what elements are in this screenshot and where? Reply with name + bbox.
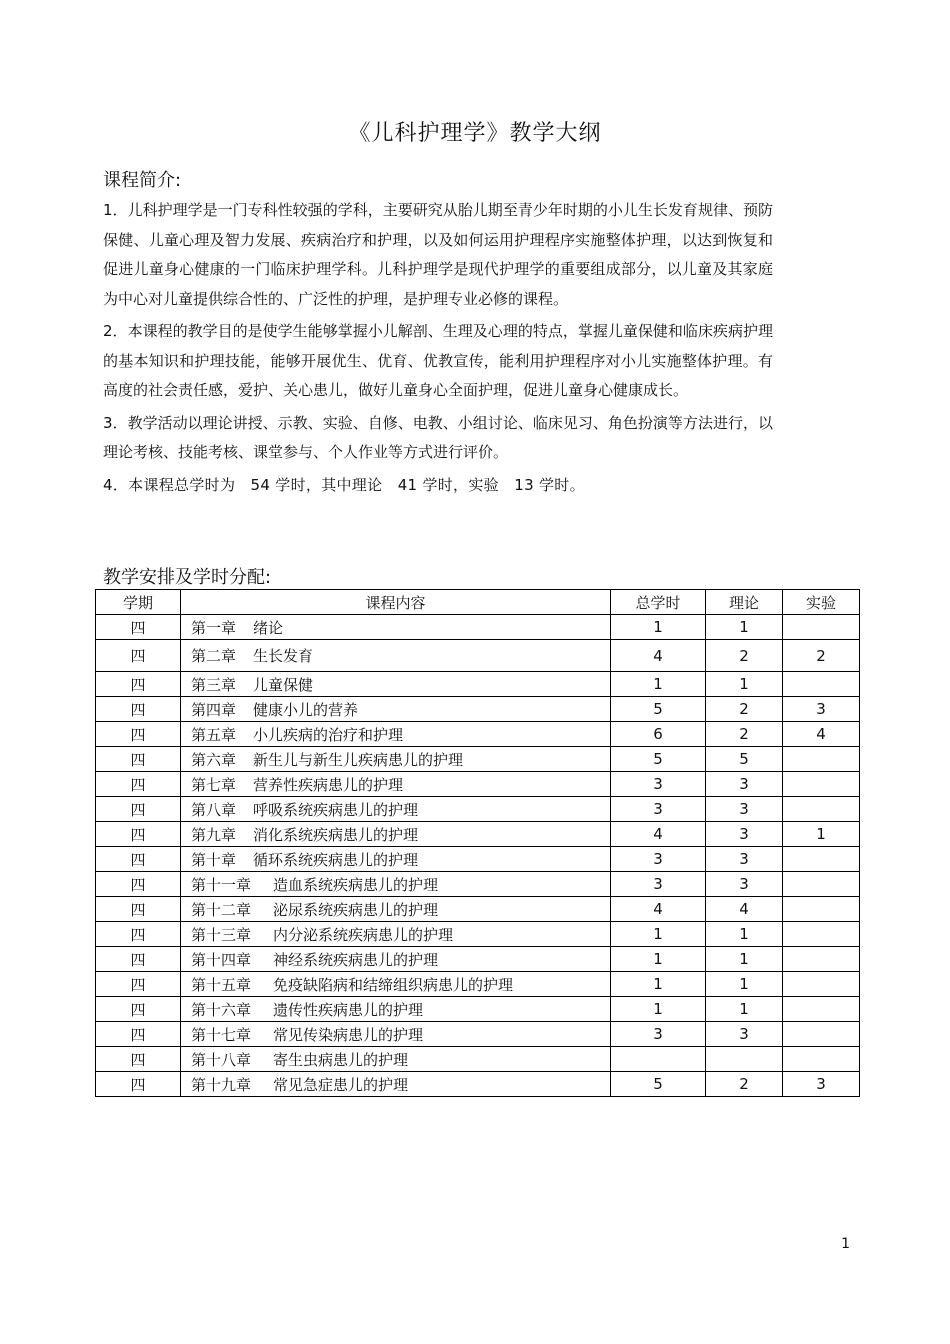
table-row — [96, 1022, 860, 1047]
chapter-topic: 常见急症患儿的护理 — [273, 1075, 409, 1094]
total-hours-cell: 3 — [611, 872, 706, 897]
content-cell — [181, 797, 611, 822]
theory-hours-cell: 2 — [706, 722, 783, 747]
lab-hours-cell — [783, 947, 860, 972]
content-cell — [181, 640, 611, 672]
table-row — [96, 872, 860, 897]
total-hours-cell: 1 — [611, 947, 706, 972]
chapter-number: 第十九章 — [191, 1075, 252, 1094]
term-cell: 四 — [96, 972, 181, 997]
content-cell — [181, 615, 611, 640]
lab-hours-cell — [783, 922, 860, 947]
chapter-number: 第五章 — [191, 725, 237, 744]
chapter-topic: 生长发育 — [253, 647, 314, 665]
term-cell: 四 — [96, 797, 181, 822]
content-cell — [181, 872, 611, 897]
table-row — [96, 1072, 860, 1097]
lab-hours-cell — [783, 797, 860, 822]
content-cell — [181, 947, 611, 972]
content-cell — [181, 1022, 611, 1047]
theory-hours-cell: 1 — [706, 615, 783, 640]
chapter-topic: 新生儿与新生儿疾病患儿的护理 — [253, 750, 464, 769]
chapter-number: 第二章 — [191, 647, 237, 665]
table-row — [96, 822, 860, 847]
term-cell: 四 — [96, 822, 181, 847]
term-cell: 四 — [96, 640, 181, 672]
term-cell: 四 — [96, 922, 181, 947]
chapter-number: 第四章 — [191, 700, 237, 719]
content-cell — [181, 897, 611, 922]
col-header-lab: 实验 — [783, 590, 860, 615]
table-row — [96, 772, 860, 797]
term-cell: 四 — [96, 1022, 181, 1047]
content-cell — [181, 997, 611, 1022]
chapter-topic: 消化系统疾病患儿的护理 — [253, 825, 419, 844]
chapter-topic: 呼吸系统疾病患儿的护理 — [253, 800, 419, 819]
theory-hours-cell: 1 — [706, 972, 783, 997]
content-cell — [181, 847, 611, 872]
term-cell: 四 — [96, 997, 181, 1022]
theory-hours-cell: 2 — [706, 697, 783, 722]
term-cell: 四 — [96, 897, 181, 922]
intro-heading: 课程简介: — [103, 170, 182, 191]
chapter-topic: 造血系统疾病患儿的护理 — [273, 875, 439, 894]
chapter-number: 第十二章 — [191, 900, 252, 919]
chapter-topic: 寄生虫病患儿的护理 — [273, 1050, 409, 1069]
chapter-topic: 营养性疾病患儿的护理 — [253, 775, 404, 794]
table-row — [96, 747, 860, 772]
chapter-number: 第十五章 — [191, 975, 252, 994]
lab-hours-cell — [783, 672, 860, 697]
total-hours-cell: 4 — [611, 822, 706, 847]
lab-hours-cell — [783, 772, 860, 797]
intro-paragraph-2: 2．本课程的教学目的是使学生能够掌握小儿解剖、生理及心理的特点，掌握儿童保健和临床疾病护理的基本知识和护理技能，能够开展优生、优育、优教宣传，能利用护理程序对小儿实施整体护理。有高度的社会责任感，爱护、关心患儿，做好儿童身心全面护理，促进儿童身心健康成长。 — [103, 322, 773, 399]
theory-hours-cell: 3 — [706, 772, 783, 797]
intro-body — [103, 196, 773, 503]
theory-hours-cell: 1 — [706, 947, 783, 972]
total-hours-cell: 4 — [611, 897, 706, 922]
chapter-topic: 神经系统疾病患儿的护理 — [273, 950, 439, 969]
lab-hours-cell — [783, 615, 860, 640]
lab-hours-cell — [783, 747, 860, 772]
term-cell: 四 — [96, 872, 181, 897]
term-cell: 四 — [96, 615, 181, 640]
chapter-number: 第八章 — [191, 800, 237, 819]
total-hours-cell — [611, 1047, 706, 1072]
total-hours-cell: 1 — [611, 997, 706, 1022]
content-cell — [181, 672, 611, 697]
content-cell — [181, 722, 611, 747]
total-hours-cell: 6 — [611, 722, 706, 747]
chapter-topic: 泌尿系统疾病患儿的护理 — [273, 900, 439, 919]
term-cell: 四 — [96, 697, 181, 722]
content-cell — [181, 747, 611, 772]
chapter-number: 第十八章 — [191, 1050, 252, 1069]
term-cell: 四 — [96, 1072, 181, 1097]
chapter-number: 第九章 — [191, 825, 237, 844]
chapter-number: 第十一章 — [191, 875, 252, 894]
chapter-topic: 儿童保健 — [253, 675, 314, 694]
term-cell: 四 — [96, 847, 181, 872]
document-title: 《儿科护理学》教学大纲 — [348, 121, 602, 146]
lab-hours-cell — [783, 972, 860, 997]
chapter-topic: 免疫缺陷病和结缔组织病患儿的护理 — [273, 975, 514, 994]
chapter-number: 第六章 — [191, 750, 237, 769]
lab-hours-cell: 3 — [783, 697, 860, 722]
lab-hours-cell — [783, 997, 860, 1022]
term-cell: 四 — [96, 1047, 181, 1072]
schedule-header-row — [96, 590, 860, 615]
intro-paragraph-4: 4．本课程总学时为 54 学时，其中理论 41 学时，实验 13 学时。 — [103, 475, 585, 494]
lab-hours-cell: 2 — [783, 640, 860, 672]
content-cell — [181, 922, 611, 947]
theory-hours-cell: 5 — [706, 747, 783, 772]
lab-hours-cell — [783, 1047, 860, 1072]
col-header-content: 课程内容 — [181, 590, 611, 615]
lab-hours-cell — [783, 897, 860, 922]
lab-hours-cell — [783, 1022, 860, 1047]
total-hours-cell: 1 — [611, 972, 706, 997]
content-cell — [181, 697, 611, 722]
total-hours-cell: 1 — [611, 922, 706, 947]
total-hours-cell: 3 — [611, 772, 706, 797]
total-hours-cell: 4 — [611, 640, 706, 672]
schedule-table — [95, 589, 860, 1097]
chapter-topic: 常见传染病患儿的护理 — [273, 1025, 424, 1044]
chapter-number: 第十四章 — [191, 950, 252, 969]
table-row — [96, 947, 860, 972]
total-hours-cell: 1 — [611, 615, 706, 640]
term-cell: 四 — [96, 672, 181, 697]
theory-hours-cell: 1 — [706, 672, 783, 697]
table-row — [96, 922, 860, 947]
intro-paragraph-1: 1．儿科护理学是一门专科性较强的学科，主要研究从胎儿期至青少年时期的小儿生长发育规律、预防保健、儿童心理及智力发展、疾病治疗和护理，以及如何运用护理程序实施整体护理，以达到恢复和促进儿童身心健康的一门临床护理学科。儿科护理学是现代护理学的重要组成部分，以儿童及其家庭为中心对儿童提供综合性的、广泛性的护理，是护理专业必修的课程。 — [103, 201, 773, 308]
theory-hours-cell: 3 — [706, 797, 783, 822]
chapter-number: 第十章 — [191, 850, 237, 869]
lab-hours-cell: 4 — [783, 722, 860, 747]
content-cell — [181, 772, 611, 797]
intro-paragraph-3: 3．教学活动以理论讲授、示教、实验、自修、电教、小组讨论、临床见习、角色扮演等方法进行，以理论考核、技能考核、课堂参与、个人作业等方式进行评价。 — [103, 413, 773, 461]
total-hours-cell: 3 — [611, 1022, 706, 1047]
chapter-number: 第三章 — [191, 675, 237, 694]
content-cell — [181, 822, 611, 847]
chapter-topic: 绪论 — [253, 618, 284, 637]
table-row — [96, 972, 860, 997]
theory-hours-cell: 2 — [706, 1072, 783, 1097]
total-hours-cell: 5 — [611, 697, 706, 722]
table-row — [96, 797, 860, 822]
chapter-topic: 小儿疾病的治疗和护理 — [253, 725, 404, 744]
table-row — [96, 640, 860, 672]
term-cell: 四 — [96, 747, 181, 772]
col-header-total: 总学时 — [611, 590, 706, 615]
lab-hours-cell — [783, 847, 860, 872]
content-cell — [181, 972, 611, 997]
table-row — [96, 697, 860, 722]
total-hours-cell: 5 — [611, 747, 706, 772]
table-row — [96, 897, 860, 922]
lab-hours-cell: 1 — [783, 822, 860, 847]
table-row — [96, 722, 860, 747]
schedule-heading: 教学安排及学时分配: — [103, 567, 272, 588]
lab-hours-cell — [783, 872, 860, 897]
chapter-topic: 循环系统疾病患儿的护理 — [253, 850, 419, 869]
theory-hours-cell: 1 — [706, 997, 783, 1022]
col-header-term: 学期 — [96, 590, 181, 615]
chapter-topic: 内分泌系统疾病患儿的护理 — [273, 925, 454, 944]
total-hours-cell: 5 — [611, 1072, 706, 1097]
total-hours-cell: 3 — [611, 797, 706, 822]
chapter-topic: 健康小儿的营养 — [253, 700, 359, 719]
term-cell: 四 — [96, 772, 181, 797]
schedule-body — [96, 615, 860, 1097]
content-cell — [181, 1072, 611, 1097]
theory-hours-cell: 1 — [706, 922, 783, 947]
table-row — [96, 847, 860, 872]
theory-hours-cell: 3 — [706, 872, 783, 897]
total-hours-cell: 1 — [611, 672, 706, 697]
theory-hours-cell: 3 — [706, 822, 783, 847]
lab-hours-cell: 3 — [783, 1072, 860, 1097]
table-row — [96, 672, 860, 697]
theory-hours-cell — [706, 1047, 783, 1072]
page-number: 1 — [841, 1236, 850, 1252]
chapter-number: 第七章 — [191, 775, 237, 794]
theory-hours-cell: 4 — [706, 897, 783, 922]
table-row — [96, 615, 860, 640]
chapter-number: 第一章 — [191, 618, 237, 637]
chapter-topic: 遗传性疾病患儿的护理 — [273, 1000, 424, 1019]
theory-hours-cell: 2 — [706, 640, 783, 672]
term-cell: 四 — [96, 722, 181, 747]
chapter-number: 第十七章 — [191, 1025, 252, 1044]
col-header-theory: 理论 — [706, 590, 783, 615]
total-hours-cell: 3 — [611, 847, 706, 872]
content-cell — [181, 1047, 611, 1072]
chapter-number: 第十三章 — [191, 925, 252, 944]
table-row — [96, 997, 860, 1022]
theory-hours-cell: 3 — [706, 847, 783, 872]
term-cell: 四 — [96, 947, 181, 972]
table-row — [96, 1047, 860, 1072]
chapter-number: 第十六章 — [191, 1000, 252, 1019]
theory-hours-cell: 3 — [706, 1022, 783, 1047]
